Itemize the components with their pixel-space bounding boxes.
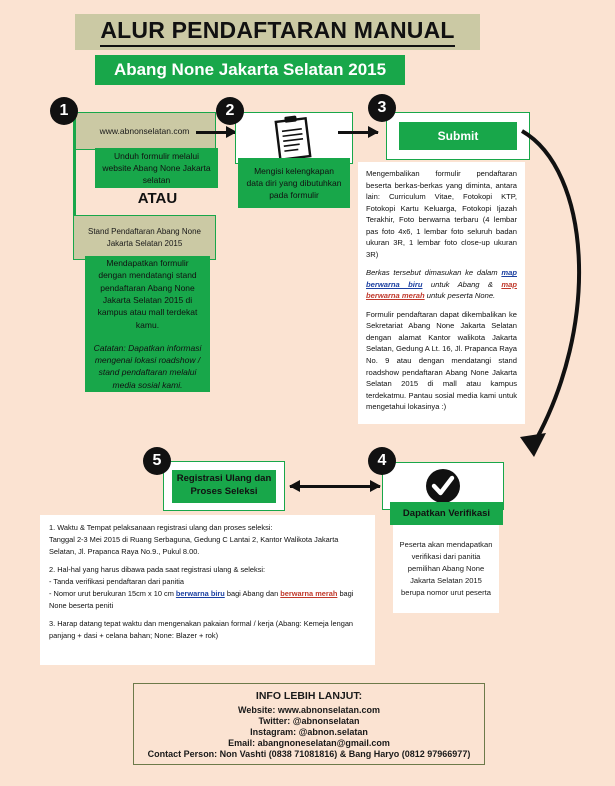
step-4-badge: 4 [368, 447, 396, 475]
alternative-divider-label: ATAU [137, 190, 178, 207]
page-title: ALUR PENDAFTARAN MANUAL [100, 17, 454, 47]
footer-contact-box [133, 683, 485, 765]
detail-1-line-1: 1. Waktu & Tempat pelaksanaan registrasi ulang dan proses seleksi: [49, 523, 273, 532]
footer-twitter[interactable]: Twitter: @abnonselatan [258, 715, 360, 726]
detail-2-line-3-pre: - Nomor urut berukuran 15cm x 10 cm [49, 588, 176, 598]
step-5-label: Registrasi Ulang dan Proses Seleksi [176, 473, 272, 497]
step-1-badge: 1 [50, 97, 78, 125]
alternative-note: Catatan: Dapatkan informasi mengenai lokasi roadshow / stand pendaftaran melalui media sosial kami. [93, 342, 202, 390]
step-4-label-box [390, 502, 503, 525]
step-5-label-box [172, 470, 276, 503]
page-title-banner [75, 14, 480, 50]
map-merah-link[interactable]: map berwarna merah [366, 279, 517, 301]
footer-email[interactable]: Email: abangnoneselatan@gmail.com [228, 737, 390, 748]
submission-paragraph-1: Mengembalikan formulir pendaftaran beserta berkas-berkas yang diminta, antara lain: Curriculum Vitae, Fotokopi KTP, Fotokopi Kartu Keluarga, Fotokopi Ijazah Terakhir, Foto berwarna terbaru (4 lembar pas foto 4x6, 1 lembar foto seluruh badan ukuran 3R, 1 lembar foto close-up ukuran 3R) [366, 169, 517, 259]
detail-item-1 [49, 522, 366, 558]
berwarna-merah-link[interactable]: berwarna merah [280, 588, 338, 598]
map-biru-link[interactable]: map berwarna biru [366, 268, 517, 289]
step-1-caption: Unduh formulir melalui website Abang None Jakarta selatan [102, 150, 211, 186]
detail-item-2 [49, 564, 366, 612]
berwarna-biru-link[interactable]: berwarna biru [175, 588, 225, 598]
detail-2-line-2: - Tanda verifikasi pendaftaran dari panitia [49, 576, 185, 586]
submission-paragraph-3: Formulir pendaftaran dapat dikembalikan ke Sekretariat Abang None Jakarta Selatan dengan alamat Kantor walikota Jakarta Selatan, Gedung A Lt. 16, Jl. Prapanca Raya No. 9 atau dengan mendatangi stand roadshow pendaftaran Abang None Jakarta Selatan 2015 di mall atau kampus terdekatmu. Pantau sosial media kami untuk mengetahui lokasinya :) [366, 309, 517, 412]
step-2-card [235, 112, 353, 164]
alternative-caption-box [85, 256, 210, 392]
submission-p2-post: untuk peserta None. [424, 291, 496, 301]
alternative-stand-field[interactable]: Stand Pendaftaran Abang None Jakarta Selatan 2015 [74, 216, 215, 259]
footer-website[interactable]: Website: www.abnonselatan.com [237, 704, 381, 715]
detail-2-line-3-mid: bagi Abang dan [224, 588, 281, 598]
step-5-badge: 5 [143, 447, 171, 475]
step-3-badge: 3 [368, 94, 396, 122]
arrow-step2-to-step3 [338, 131, 378, 134]
detail-item-3: 3. Harap datang tepat waktu dan mengenakan pakaian formal / kerja (Abang: Kemeja lengan panjang + dasi + celana bahan; None: Blazer + rok) [49, 618, 354, 640]
submission-p2-pre: Berkas tersebut dimasukan ke dalam [366, 268, 502, 278]
detail-1-line-2: Tanggal 2-3 Mei 2015 di Ruang Serbaguna, Gedung C Lantai 2, Kantor Walikota Jakarta Selatan, Jl. Prapanca Raya No.9., Pukul 8.00. [49, 534, 339, 556]
step-4-caption: Peserta akan mendapatkan verifikasi dari panitia pemilihan Abang None Jakarta Selatan 2015 berupa nomor urut peserta [399, 540, 493, 597]
website-url-field[interactable]: www.abnonselatan.com [74, 113, 215, 149]
step-1-caption-box [95, 148, 218, 188]
detail-2-line-1: 2. Hal-hal yang harus dibawa pada saat registrasi ulang & seleksi: [49, 564, 266, 574]
step-2-caption-box [238, 158, 350, 208]
submit-button-label: Submit [437, 129, 479, 143]
alternative-caption: Mendapatkan formulir dengan mendatangi stand pendaftaran Abang None Jakarta Selatan 2015 di kampus atau mall terdekat kamu. [97, 257, 198, 330]
check-circle-icon [423, 466, 463, 506]
clipboard-icon [273, 114, 315, 162]
step-2-badge: 2 [216, 97, 244, 125]
page-subtitle-banner [95, 55, 405, 85]
arrow-step3-to-step4 [470, 125, 615, 480]
step-5-card [163, 461, 285, 511]
footer-contact-person: Contact Person: Non Vashti (0838 71081816) & Bang Haryo (0812 97966977) [147, 748, 471, 759]
detail-2-line-3-post: bagi None beserta peniti [49, 588, 354, 610]
step-4-caption-box [393, 525, 499, 613]
registration-details-block [40, 515, 375, 665]
footer-instagram[interactable]: Instagram: @abnon.selatan [250, 726, 368, 737]
arrow-step1-to-step2 [196, 131, 236, 134]
submission-p2-mid: untuk Abang & [422, 279, 502, 289]
step-2-caption: Mengisi kelengkapan data diri yang dibutuhkan pada formulir [246, 165, 342, 201]
footer-title: INFO LEBIH LANJUT: [255, 689, 363, 702]
step-4-label: Dapatkan Verifikasi [402, 508, 491, 519]
page-subtitle: Abang None Jakarta Selatan 2015 [113, 60, 387, 79]
arrow-step4-to-step5 [290, 485, 380, 488]
